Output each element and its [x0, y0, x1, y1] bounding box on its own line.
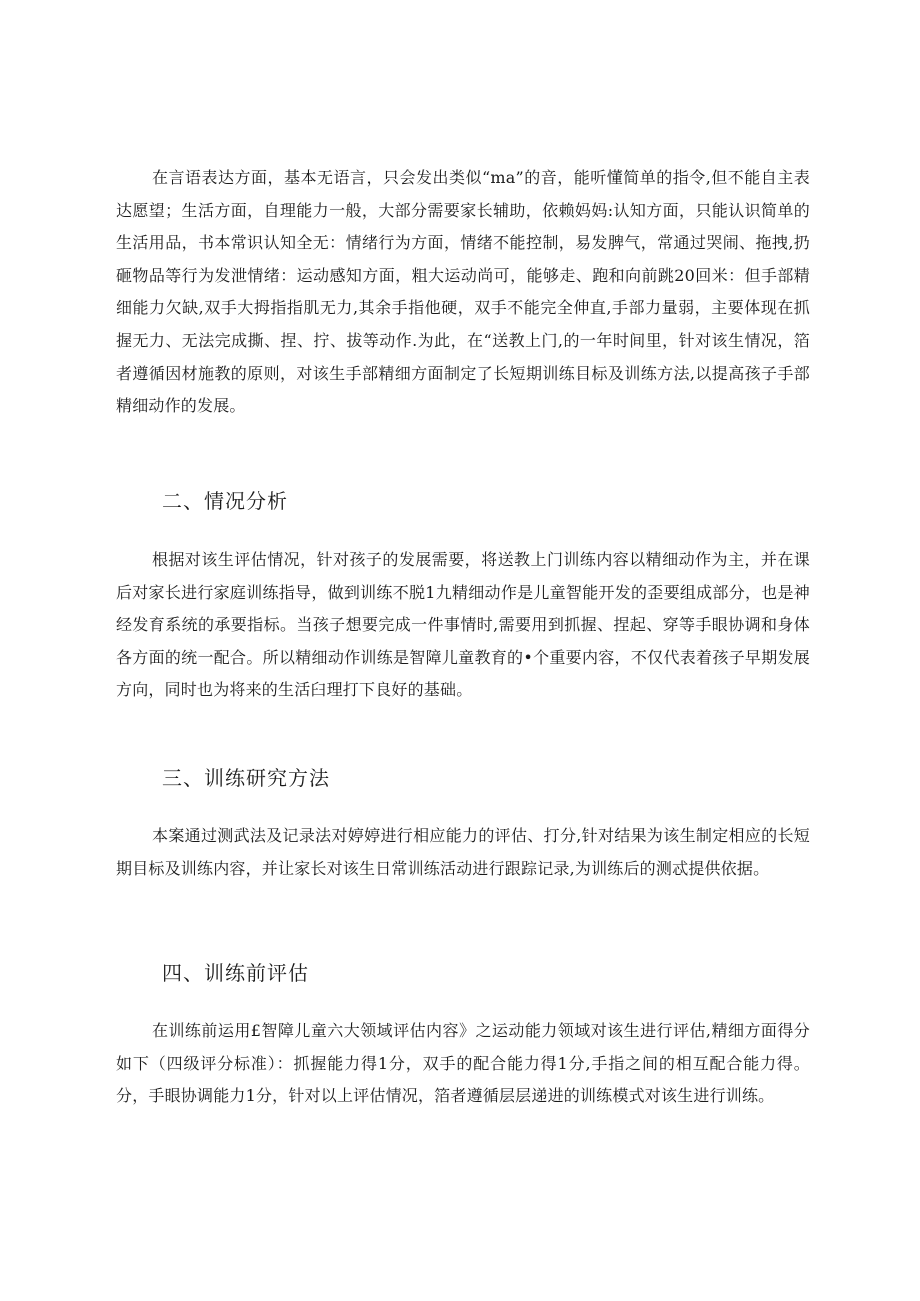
section-body-research-method: 本案通过测武法及记录法对婷婷进行相应能力的评估、打分,针对结果为该生制定相应的长短期目标及训练内容，并让家长对该生日常训练活动进行跟踪记录,为训练后的测忒提供依据。: [116, 826, 810, 878]
section-body-pre-training-assessment: 在训练前运用£智障儿童六大领域评估内容》之运动能力领域对该生进行评估,精细方面得分如下（四级评分标准）：抓握能力得1分，双手的配合能力得1分,手指之间的相互配合能力得。分，手眼协调能力1分，针对以上评估情况，箔者遵循层层递进的训练模式对该生进行训练。: [116, 1021, 810, 1106]
section-body-situation-analysis: 根据对该生评估情况，针对孩子的发展需要，将送教上门训练内容以精细动作为主，并在课后对家长进行家庭训练指导，做到训练不脱1九精细动作是儿童智能开发的歪要组成部分，也是神经发育系统的承要指标。当孩子想要完成一件事情时,需要用到抓握、捏起、穿等手眼协调和身体各方面的统一配合。所以精细动作训练是智障儿童教育的•个重要内容，不仅代表着孩子早期发展方向，同时也为将来的生活臼理打下良好的基础。: [116, 550, 810, 700]
section-heading-pre-training-assessment: 四、训练前评估: [162, 961, 309, 985]
section-heading-situation-analysis: 二、情况分析: [162, 489, 288, 513]
intro-paragraph: 在言语表达方面，基本无语言，只会发出类似“ma”的音，能听懂简单的指令,但不能自主表达愿望；生活方面，自理能力一般，大部分需要家长辅助，依赖妈妈:认知方面，只能认识简单的生活用品，书本常识认知全无：情绪行为方面，情绪不能控制，易发脾气，常通过哭闹、拖拽,扔砸物品等行为发泄情绪：运动感知方面，粗大运动尚可，能够走、跑和向前跳20回米：但手部精细能力欠缺,双手大拇指指肌无力,其余手指他硬，双手不能完全伸直,手部力量弱，主要体现在抓握无力、无法完成撕、捏、拧、拔等动作.为此，在“送教上门,的一年时间里，针对该生情况，箔者遵循因材施教的原则，对该生手部精细方面制定了长短期训练目标及训练方法,以提高孩子手部精细动作的发展。: [116, 168, 810, 416]
section-heading-research-method: 三、训练研究方法: [162, 766, 330, 790]
